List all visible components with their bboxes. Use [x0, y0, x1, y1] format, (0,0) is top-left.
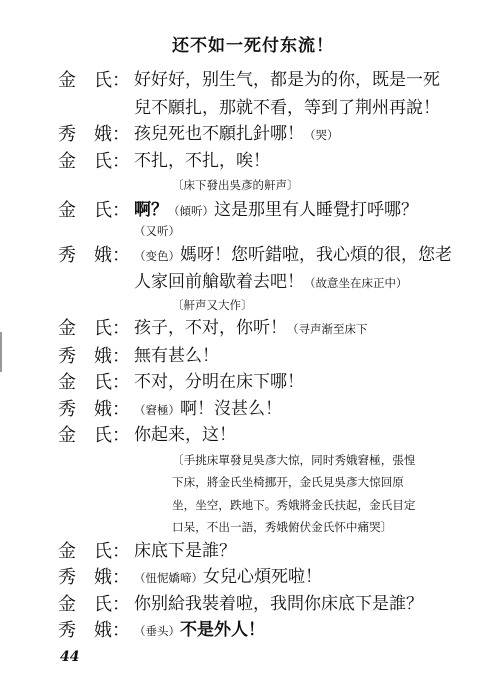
speaker-label: 金 氏： — [58, 541, 130, 562]
speaker-label: 秀 娥： — [58, 124, 130, 145]
stage-note: （又听） — [134, 224, 180, 238]
speaker-label: 金 氏： — [58, 70, 130, 91]
dialogue-text: 床底下是誰？ — [134, 541, 236, 561]
speaker-label: 秀 娥： — [58, 399, 130, 420]
dialogue-text: 啊！沒甚么！ — [180, 399, 282, 419]
stage-note: （垂头） — [134, 624, 180, 638]
speaker-label: 金 氏： — [58, 425, 130, 446]
page-number: 44 — [60, 649, 80, 665]
speaker-label: 秀 娥： — [58, 620, 130, 641]
dialogue-text: 你起来，这！ — [134, 425, 236, 445]
dialogue-line — [134, 622, 265, 639]
stage-direction-line: 〔手挑床單發見吳彥大惊，同时秀娥窘極，張惶 — [172, 453, 416, 467]
stage-note: （忸怩嬌啼） — [134, 571, 203, 585]
dialogue-text: 人家回前艙歇着去吧！ — [134, 272, 304, 292]
dialogue-text: 女兒心煩死啦！ — [203, 567, 322, 587]
dialogue-line — [134, 247, 452, 264]
speaker-label: 金 氏： — [58, 594, 130, 615]
dialogue-text: 媽呀！您听錯啦，我心煩的很，您老 — [180, 245, 452, 265]
dialogue-line — [134, 320, 368, 337]
stage-note: （傾听） — [168, 204, 214, 218]
dialogue-text: 不对，分明在床下哪！ — [134, 372, 304, 392]
speaker-label: 金 氏： — [58, 200, 130, 221]
dialogue-text: 孩子，不对，你听！ — [134, 318, 287, 338]
stage-note: （变色） — [134, 249, 180, 263]
dialogue-line — [134, 202, 418, 219]
dialogue-text: 好好好，别生气，都是为的你，既是一死 — [134, 70, 440, 90]
stage-note: （哭） — [304, 128, 339, 142]
stage-direction: 〔床下發出吳彥的鼾声〕 — [172, 178, 299, 192]
margin-mark — [0, 332, 2, 372]
speaker-label: 金 氏： — [58, 372, 130, 393]
dialogue-text: 不是外人！ — [180, 620, 265, 640]
speaker-label: 金 氏： — [58, 151, 130, 172]
stage-direction-line: 下床，將金氏坐椅挪开，金氏見吳彥大惊回原 — [172, 475, 404, 489]
stage-note: （寻声渐至床下 — [287, 322, 368, 336]
stage-direction-line: 口呆，不出一語，秀娥俯伏金氏怀中痛哭〕 — [172, 520, 393, 534]
dialogue-line — [134, 126, 339, 143]
dialogue-text: 你别給我裝着啦，我問你床底下是誰？ — [134, 594, 423, 614]
dialogue-text: 不扎，不扎，唉！ — [134, 151, 270, 171]
stage-note: （故意坐在床正中） — [304, 276, 408, 290]
dialogue-text: 孩兒死也不願扎針哪！ — [134, 124, 304, 144]
stage-direction: 〔鼾声又大作〕 — [172, 298, 253, 312]
speaker-label: 秀 娥： — [58, 567, 130, 588]
stage-direction-line: 坐，坐空，跌地下。秀娥將金氏扶起，金氏目定 — [172, 498, 416, 512]
dialogue-line — [134, 569, 322, 586]
dialogue-line — [134, 401, 282, 418]
speaker-label: 秀 娥： — [58, 346, 130, 367]
dialogue-line — [134, 274, 408, 291]
page-heading-line: 还不如一死付东流！ — [172, 36, 334, 56]
speaker-label: 金 氏： — [58, 318, 130, 339]
stage-note: （窘極） — [134, 403, 180, 417]
dialogue-text: 無有甚么！ — [134, 346, 219, 366]
dialogue-text: 这是那里有人睡覺打呼哪？ — [214, 200, 418, 220]
dialogue-text: 兒不願扎，那就不看，等到了荆州再說！ — [134, 98, 440, 118]
dialogue-text: 啊？ — [134, 200, 168, 220]
speaker-label: 秀 娥： — [58, 245, 130, 266]
